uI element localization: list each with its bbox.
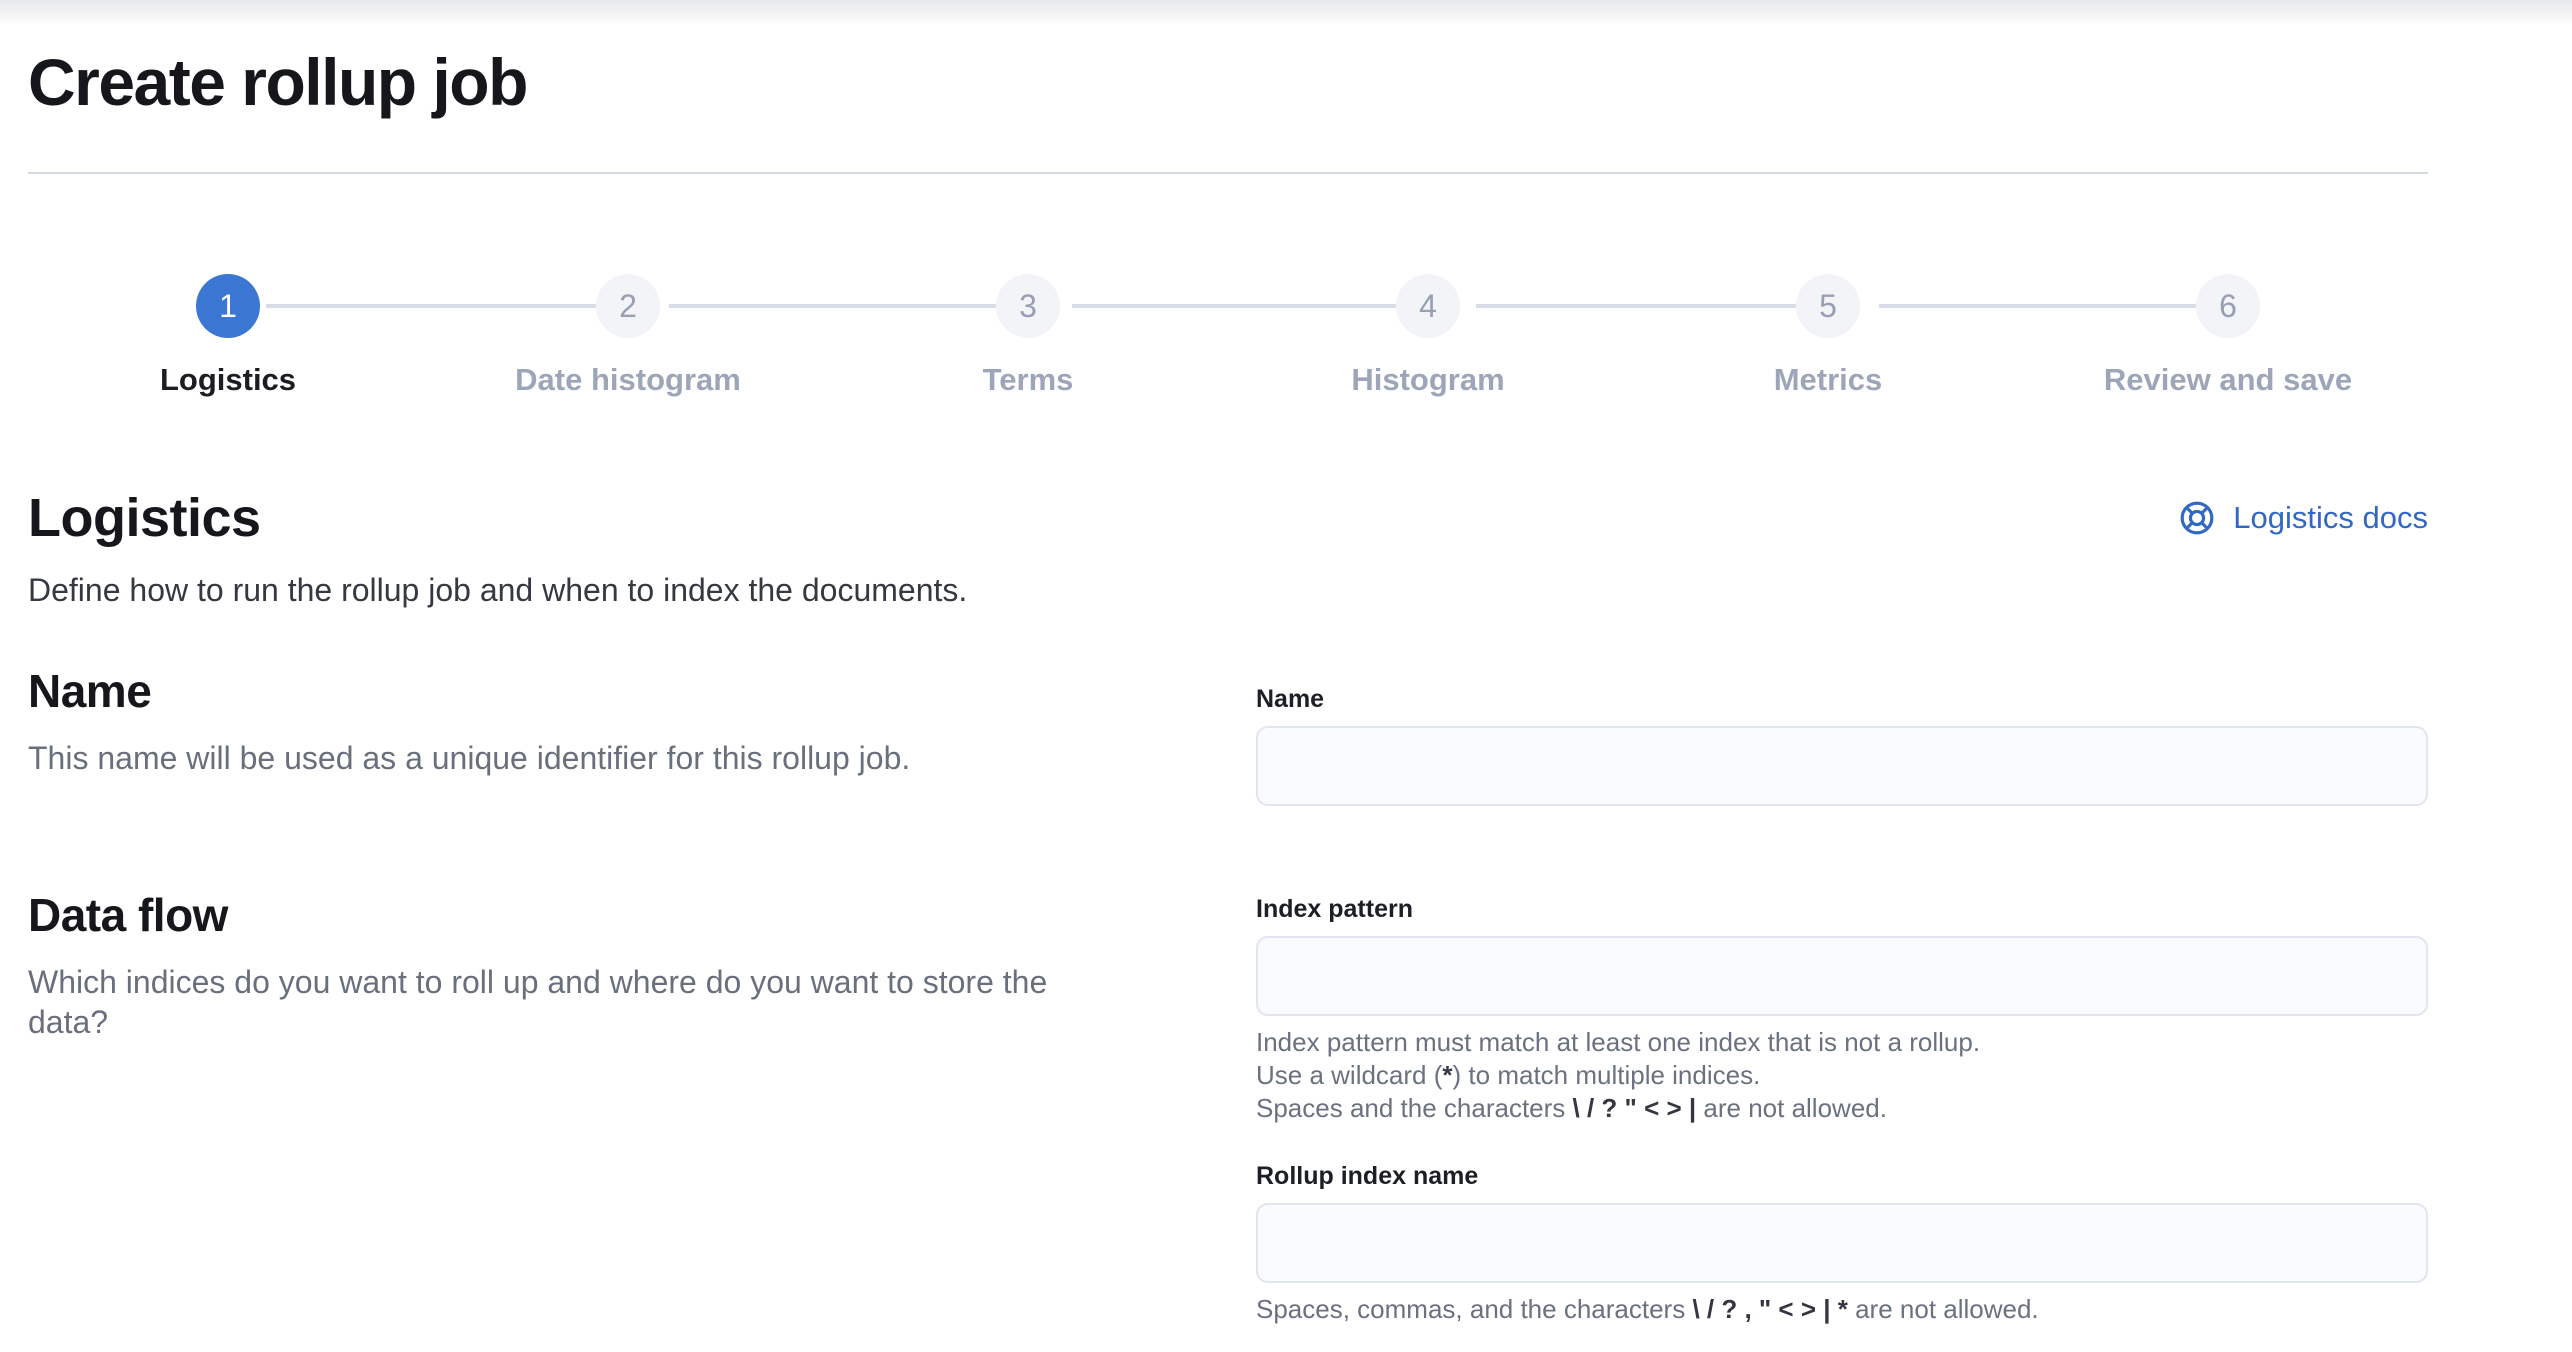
step-label: Date histogram [515, 362, 741, 397]
step-label: Metrics [1773, 362, 1883, 397]
step-number-badge: 2 [596, 274, 660, 338]
name-form-group [28, 664, 2428, 806]
step-metrics [1628, 274, 2028, 398]
name-field-label: Name [1256, 685, 1325, 713]
logistics-section-title: Logistics [28, 488, 261, 548]
create-rollup-job-page [28, 0, 2428, 1326]
step-number-badge: 1 [196, 274, 260, 338]
step-date-histogram [428, 274, 828, 398]
logistics-section-header [28, 488, 2428, 548]
step-terms [828, 274, 1228, 398]
logistics-docs-link-label: Logistics docs [2233, 500, 2428, 535]
help-line: Use a wildcard (*) to match multiple indices. [1256, 1060, 1761, 1090]
step-label: Histogram [1351, 362, 1505, 397]
name-group-title: Name [28, 665, 152, 717]
step-label: Review and save [2103, 362, 2353, 397]
step-connector [1072, 304, 1403, 308]
page-title: Create rollup job [28, 45, 527, 119]
step-connector [1476, 304, 1807, 308]
logistics-section-description: Define how to run the rollup job and when to index the documents. [28, 572, 968, 608]
step-number-badge: 4 [1396, 274, 1460, 338]
help-line: Spaces and the characters \ / ? " < > | are not allowed. [1256, 1093, 1887, 1123]
rollup-index-name-input[interactable] [1256, 1203, 2428, 1283]
step-connector [1879, 304, 2210, 308]
data-flow-form-group [28, 888, 2428, 1326]
header-divider [28, 172, 2428, 174]
data-flow-group-description: Which indices do you want to roll up and where do you want to store the data? [28, 964, 1048, 1040]
index-pattern-field-label: Index pattern [1256, 895, 1413, 923]
index-pattern-input[interactable] [1256, 936, 2428, 1016]
index-pattern-help-text [1256, 1026, 2428, 1125]
step-connector [669, 304, 1000, 308]
help-line: Index pattern must match at least one index that is not a rollup. [1256, 1027, 1981, 1057]
step-label: Terms [982, 362, 1074, 397]
step-connector [266, 304, 597, 308]
step-logistics[interactable] [28, 274, 428, 398]
lifebuoy-help-icon [2179, 500, 2215, 536]
logistics-docs-link[interactable] [2179, 500, 2428, 536]
step-number-badge: 6 [2196, 274, 2260, 338]
step-histogram [1228, 274, 1628, 398]
rollup-index-name-field-label: Rollup index name [1256, 1162, 1479, 1190]
help-line: Spaces, commas, and the characters \ / ? , " < > | * are not allowed. [1256, 1294, 2039, 1324]
name-group-description: This name will be used as a unique identifier for this rollup job. [28, 740, 911, 776]
step-label: Logistics [159, 362, 297, 397]
rollup-index-help-text [1256, 1293, 2428, 1326]
step-number-badge: 3 [996, 274, 1060, 338]
data-flow-group-title: Data flow [28, 889, 228, 941]
name-input[interactable] [1256, 726, 2428, 806]
step-number-badge: 5 [1796, 274, 1860, 338]
step-review-and-save [2028, 274, 2428, 398]
wizard-steps [28, 274, 2428, 398]
